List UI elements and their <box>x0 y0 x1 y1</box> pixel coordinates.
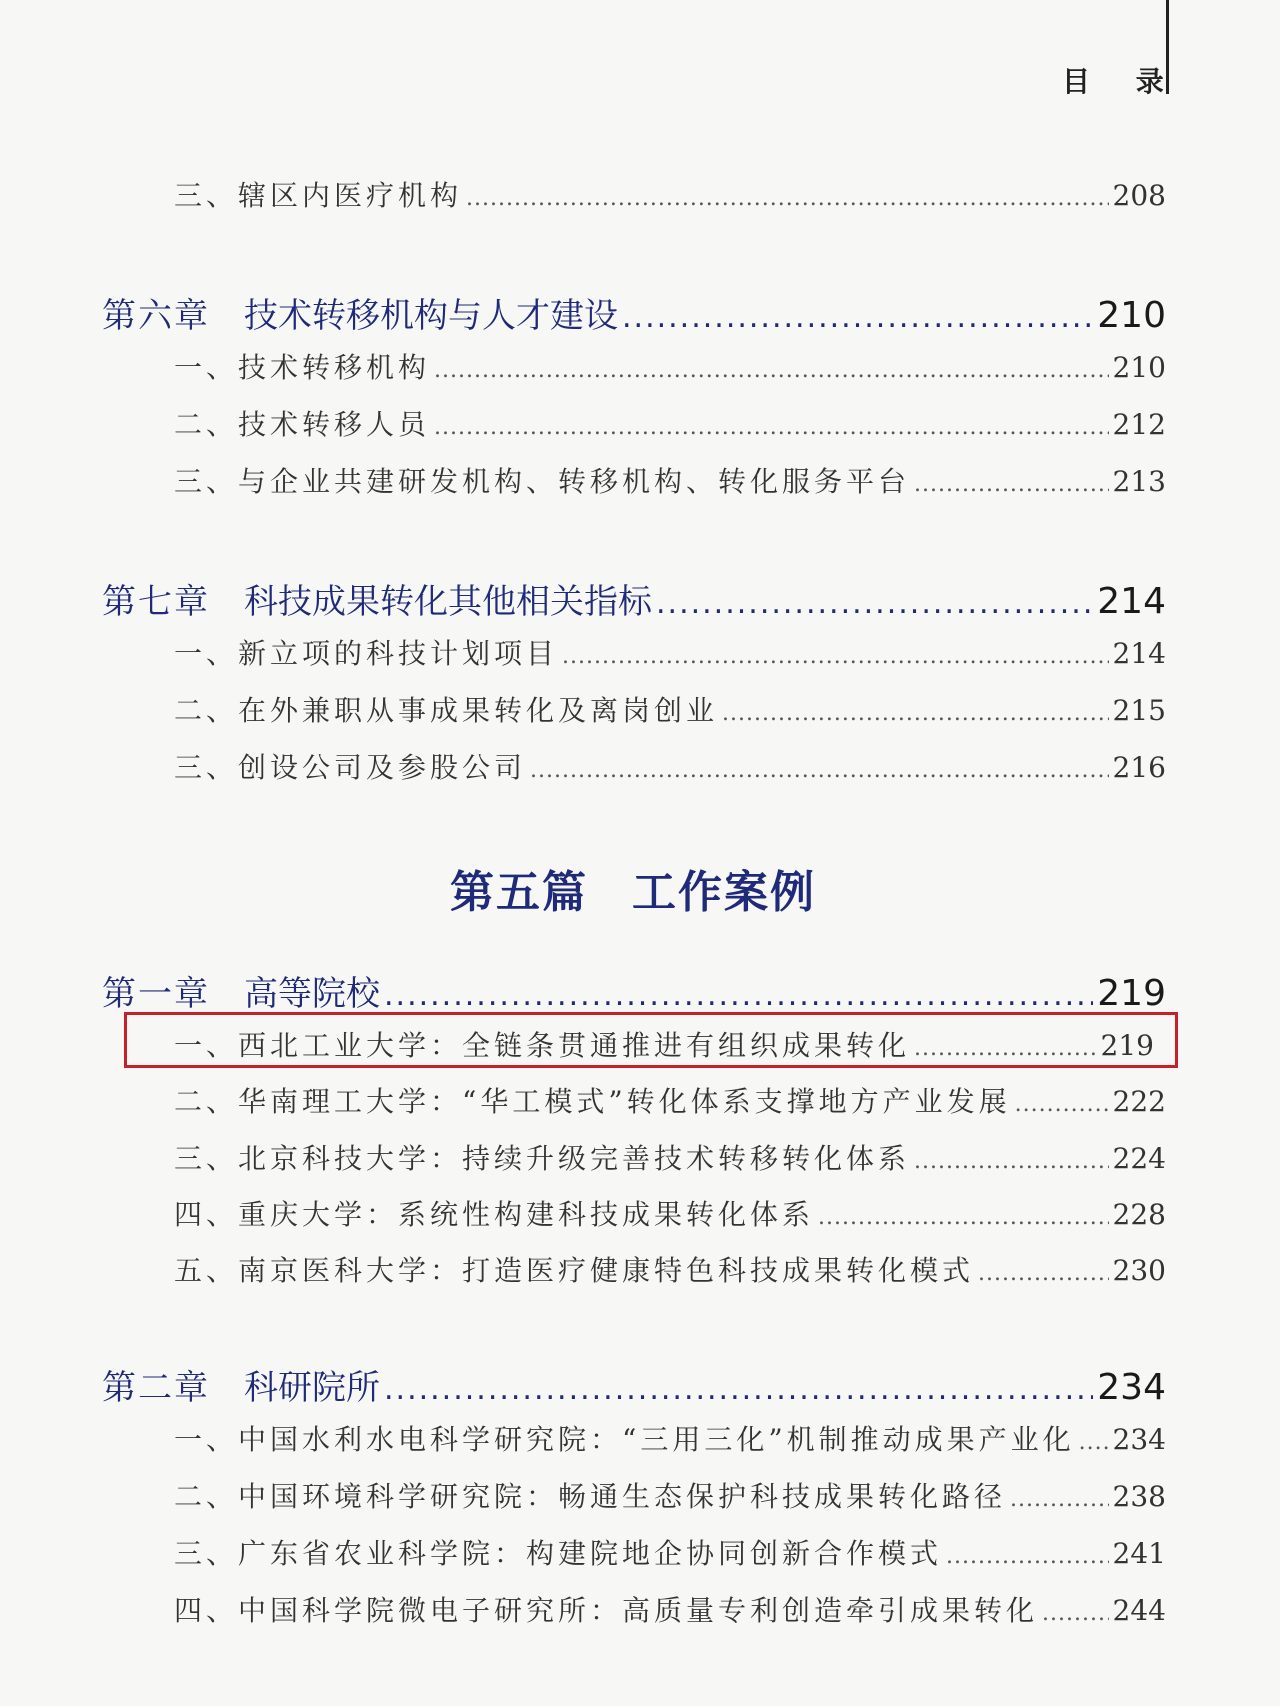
leader-dots <box>466 186 1109 211</box>
toc-entry-page: 213 <box>1112 465 1166 498</box>
toc-entry-label: 四、重庆大学：系统性构建科技成果转化体系 <box>174 1198 815 1231</box>
leader-dots <box>914 1036 1097 1061</box>
toc-entry-label: 二、中国环境科学研究院：畅通生态保护科技成果转化路径 <box>174 1480 1007 1513</box>
toc-entry-page: 210 <box>1112 351 1166 384</box>
toc-entry[interactable] <box>174 174 1166 214</box>
toc-entry-label: 二、在外兼职从事成果转化及离岗创业 <box>174 694 719 727</box>
leader-dots <box>656 586 1093 621</box>
leader-dots <box>1015 1092 1109 1117</box>
chapter-page: 219 <box>1097 973 1166 1014</box>
toc-entry-page: 212 <box>1112 408 1166 441</box>
toc-entry[interactable] <box>174 1193 1166 1233</box>
toc-entry-label: 四、中国科学院微电子研究所：高质量专利创造牵引成果转化 <box>174 1594 1039 1627</box>
toc-entry-label: 一、中国水利水电科学研究院：“三用三化”机制推动成果产业化 <box>174 1423 1075 1456</box>
leader-dots <box>1042 1601 1109 1626</box>
toc-entry-page: 234 <box>1112 1423 1166 1456</box>
chapter-title: 高等院校 <box>244 974 380 1014</box>
leader-dots <box>946 1544 1109 1569</box>
toc-entry-label: 二、华南理工大学：“华工模式”转化体系支撑地方产业发展 <box>174 1085 1011 1118</box>
toc-entry[interactable] <box>174 1249 1166 1289</box>
chapter-number: 第六章 <box>102 296 210 336</box>
toc-entry-page: 230 <box>1112 1254 1166 1287</box>
toc-entry[interactable] <box>174 1475 1166 1515</box>
part-name: 工作案例 <box>632 867 816 918</box>
toc-entry-label: 一、技术转移机构 <box>174 351 431 384</box>
toc-entry[interactable] <box>174 1532 1166 1572</box>
toc-entry-page: 216 <box>1112 751 1166 784</box>
toc-entry[interactable] <box>174 403 1166 443</box>
leader-dots <box>722 701 1109 726</box>
toc-chapter-7[interactable] <box>102 574 1166 623</box>
toc-entry-page: 222 <box>1112 1085 1166 1118</box>
toc-entry-page: 228 <box>1112 1198 1166 1231</box>
chapter-title: 科技成果转化其他相关指标 <box>244 582 652 622</box>
leader-dots <box>914 1149 1109 1174</box>
leader-dots <box>530 758 1109 783</box>
toc-entry-label: 三、创设公司及参股公司 <box>174 751 527 784</box>
leader-dots <box>914 472 1109 497</box>
toc-entry-highlighted[interactable] <box>174 1024 1154 1064</box>
toc-chapter-6[interactable] <box>102 288 1166 337</box>
leader-dots <box>1010 1487 1109 1512</box>
toc-entry[interactable] <box>174 346 1166 386</box>
toc-chapter-1[interactable] <box>102 966 1166 1015</box>
toc-entry[interactable] <box>174 746 1166 786</box>
toc-entry-page: 214 <box>1112 637 1166 670</box>
toc-entry[interactable] <box>174 1080 1166 1120</box>
toc-entry-page: 244 <box>1112 1594 1166 1627</box>
leader-dots <box>622 300 1093 335</box>
toc-entry[interactable] <box>174 1589 1166 1629</box>
toc-entry-page: 241 <box>1112 1537 1166 1570</box>
toc-entry-page: 215 <box>1112 694 1166 727</box>
toc-entry-label: 五、南京医科大学：打造医疗健康特色科技成果转化模式 <box>174 1254 975 1287</box>
chapter-number: 第一章 <box>102 974 210 1014</box>
leader-dots <box>562 644 1109 669</box>
toc-entry-label: 三、辖区内医疗机构 <box>174 179 463 212</box>
leader-dots <box>434 358 1109 383</box>
leader-dots <box>818 1205 1109 1230</box>
chapter-title: 科研院所 <box>244 1368 380 1408</box>
chapter-page: 234 <box>1097 1367 1166 1408</box>
running-header-title: 目 录 <box>1062 65 1182 98</box>
toc-entry-page: 238 <box>1112 1480 1166 1513</box>
part-number: 第五篇 <box>450 867 588 918</box>
chapter-number: 第七章 <box>102 582 210 622</box>
toc-entry-label: 三、广东省农业科学院：构建院地企协同创新合作模式 <box>174 1537 943 1570</box>
leader-dots <box>1079 1430 1109 1455</box>
toc-entry[interactable] <box>174 632 1166 672</box>
leader-dots <box>978 1261 1109 1286</box>
toc-entry[interactable] <box>174 460 1166 500</box>
toc-entry[interactable] <box>174 689 1166 729</box>
chapter-page: 214 <box>1097 581 1166 622</box>
part-title <box>0 856 1266 920</box>
toc-entry-page: 219 <box>1100 1029 1154 1062</box>
toc-entry[interactable] <box>174 1137 1166 1177</box>
toc-entry-page: 224 <box>1112 1142 1166 1175</box>
toc-entry-label: 三、与企业共建研发机构、转移机构、转化服务平台 <box>174 465 911 498</box>
toc-entry-label: 一、西北工业大学：全链条贯通推进有组织成果转化 <box>174 1029 911 1062</box>
toc-chapter-2[interactable] <box>102 1360 1166 1409</box>
toc-entry-label: 三、北京科技大学：持续升级完善技术转移转化体系 <box>174 1142 911 1175</box>
toc-entry-label: 二、技术转移人员 <box>174 408 431 441</box>
toc-entry-page: 208 <box>1112 179 1166 212</box>
toc-entry[interactable] <box>174 1418 1166 1458</box>
chapter-title: 技术转移机构与人才建设 <box>244 296 618 336</box>
leader-dots <box>434 415 1109 440</box>
chapter-number: 第二章 <box>102 1368 210 1408</box>
chapter-page: 210 <box>1097 295 1166 336</box>
toc-entry-label: 一、新立项的科技计划项目 <box>174 637 559 670</box>
leader-dots <box>384 978 1093 1013</box>
leader-dots <box>384 1372 1093 1407</box>
